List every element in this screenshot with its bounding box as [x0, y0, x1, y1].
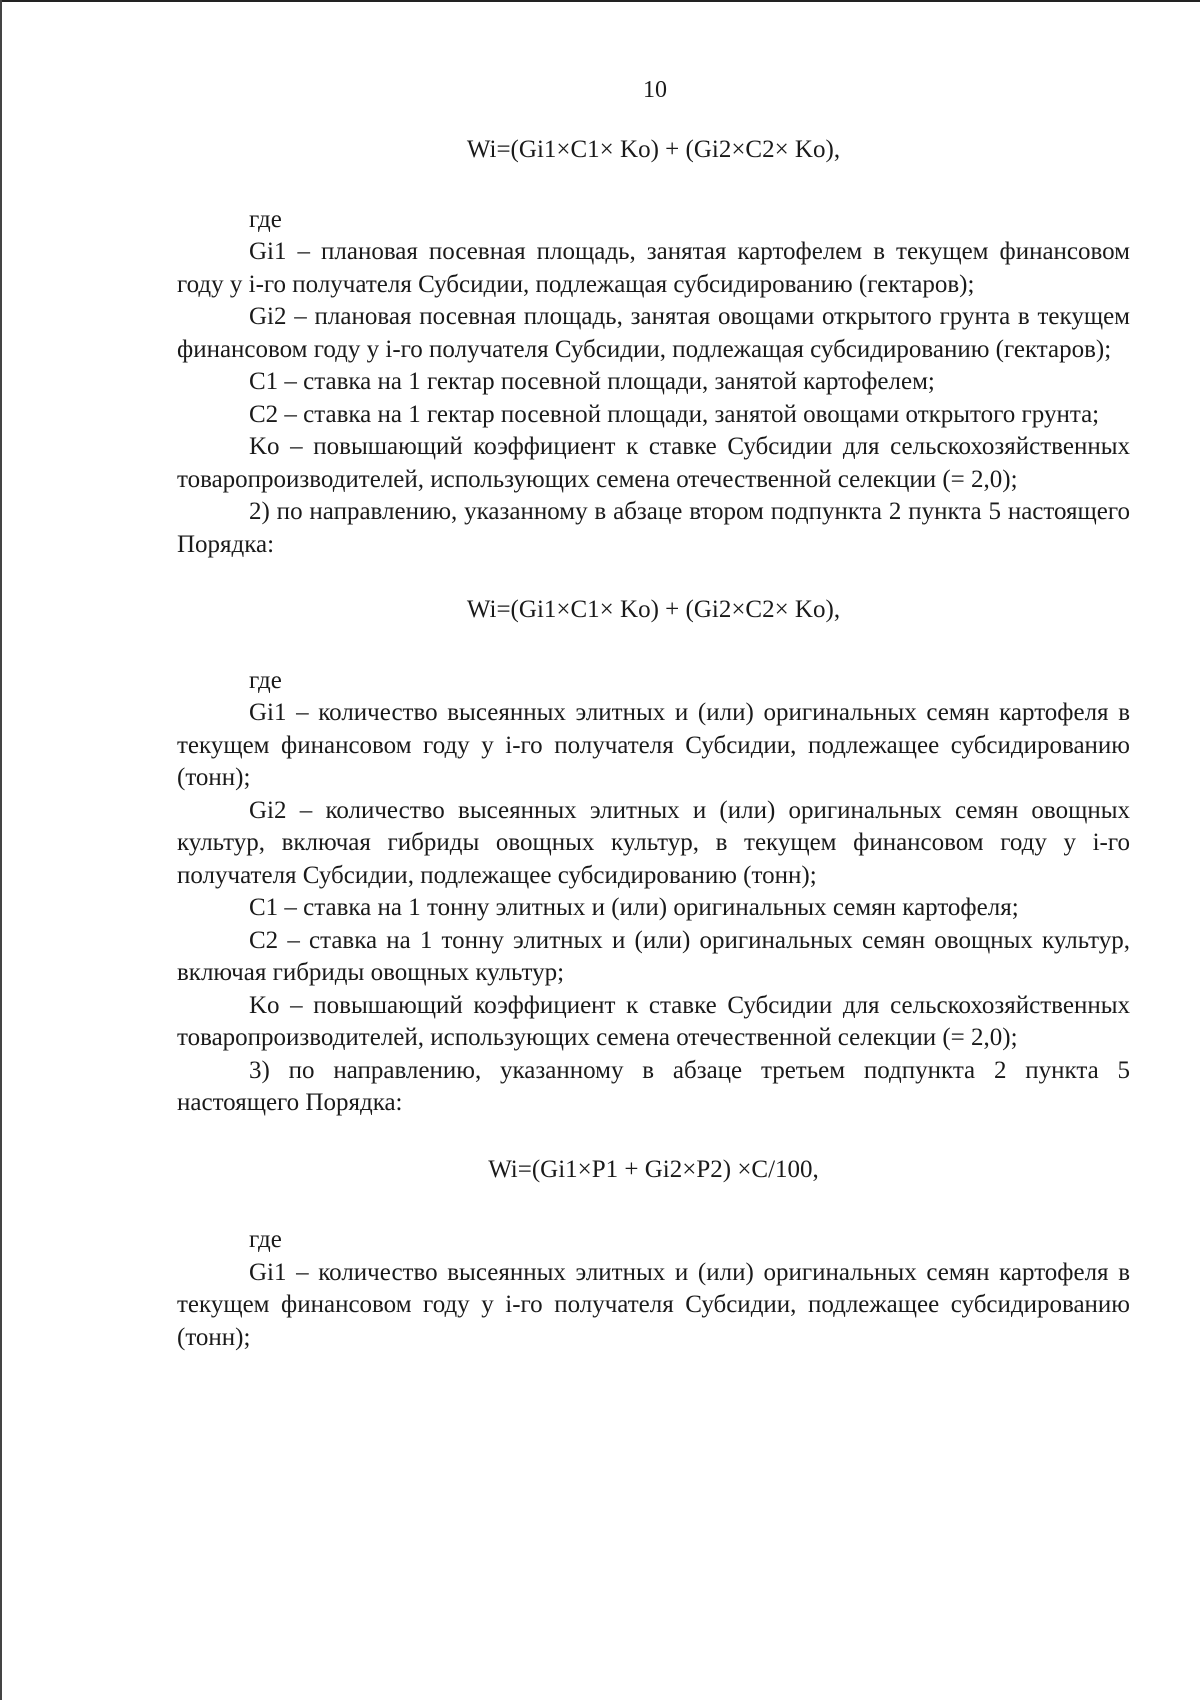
clause-paragraph: 3) по направлению, указанному в абзаце третьем подпункта 2 пункта 5 настоящего Порядка:	[177, 1056, 1130, 1116]
scan-border-left	[0, 0, 2, 1700]
clause-paragraph: 2) по направлению, указанному в абзаце втором подпункта 2 пункта 5 настоящего Порядка:	[177, 498, 1130, 558]
formula-1: Wi=(Gi1×C1× Ko) + (Gi2×C2× Ko),	[466, 136, 841, 163]
where-label: где	[249, 205, 282, 233]
document-body	[177, 134, 1130, 1354]
definition-paragraph: C1 – ставка на 1 гектар посевной площади, занятой картофелем;	[249, 368, 935, 395]
definition-paragraph: C1 – ставка на 1 тонну элитных и (или) оригинальных семян картофеля;	[249, 894, 1019, 921]
definition-paragraph: Gi2 – плановая посевная площадь, занятая овощами открытого грунта в текущем финансовом году у i-го получателя Субсидии, подлежащая субсидированию (гектаров);	[177, 303, 1130, 363]
definition-paragraph: C2 – ставка на 1 тонну элитных и (или) оригинальных семян овощных культур, включая гибриды овощных культур;	[177, 926, 1130, 986]
formula-3: Wi=(Gi1×P1 + Gi2×P2) ×C/100,	[488, 1155, 819, 1183]
definition-paragraph: Gi1 – плановая посевная площадь, занятая картофелем в текущем финансовом году у i-го получателя Субсидии, подлежащая субсидированию (гектаров);	[177, 238, 1130, 298]
definition-paragraph: Gi2 – количество высеянных элитных и (или) оригинальных семян овощных культур, включая гибриды овощных культур, в текущем финансовом году у i-го получателя Субсидии, подлежащее субсидированию (тонн);	[177, 796, 1130, 889]
definition-paragraph: Ko – повышающий коэффициент к ставке Субсидии для сельскохозяйственных товаропроизводителей, использующих семена отечественной селекции (= 2,0);	[177, 433, 1130, 493]
where-label: где	[249, 1226, 282, 1253]
definition-paragraph: Ko – повышающий коэффициент к ставке Субсидии для сельскохозяйственных товаропроизводителей, использующих семена отечественной селекции (= 2,0);	[177, 991, 1130, 1051]
definition-paragraph: Gi1 – количество высеянных элитных и (или) оригинальных семян картофеля в текущем финансовом году у i-го получателя Субсидии, подлежащее субсидированию (тонн);	[177, 699, 1130, 791]
page-number: 10	[643, 77, 667, 103]
formula-2: Wi=(Gi1×C1× Ko) + (Gi2×C2× Ko),	[466, 596, 841, 623]
definition-paragraph: C2 – ставка на 1 гектар посевной площади, занятой овощами открытого грунта;	[249, 400, 1100, 428]
where-label: где	[249, 666, 282, 694]
definition-paragraph: Gi1 – количество высеянных элитных и (или) оригинальных семян картофеля в текущем финансовом году у i-го получателя Субсидии, подлежащее субсидированию (тонн);	[177, 1258, 1130, 1351]
scan-border-top	[0, 0, 1200, 2]
